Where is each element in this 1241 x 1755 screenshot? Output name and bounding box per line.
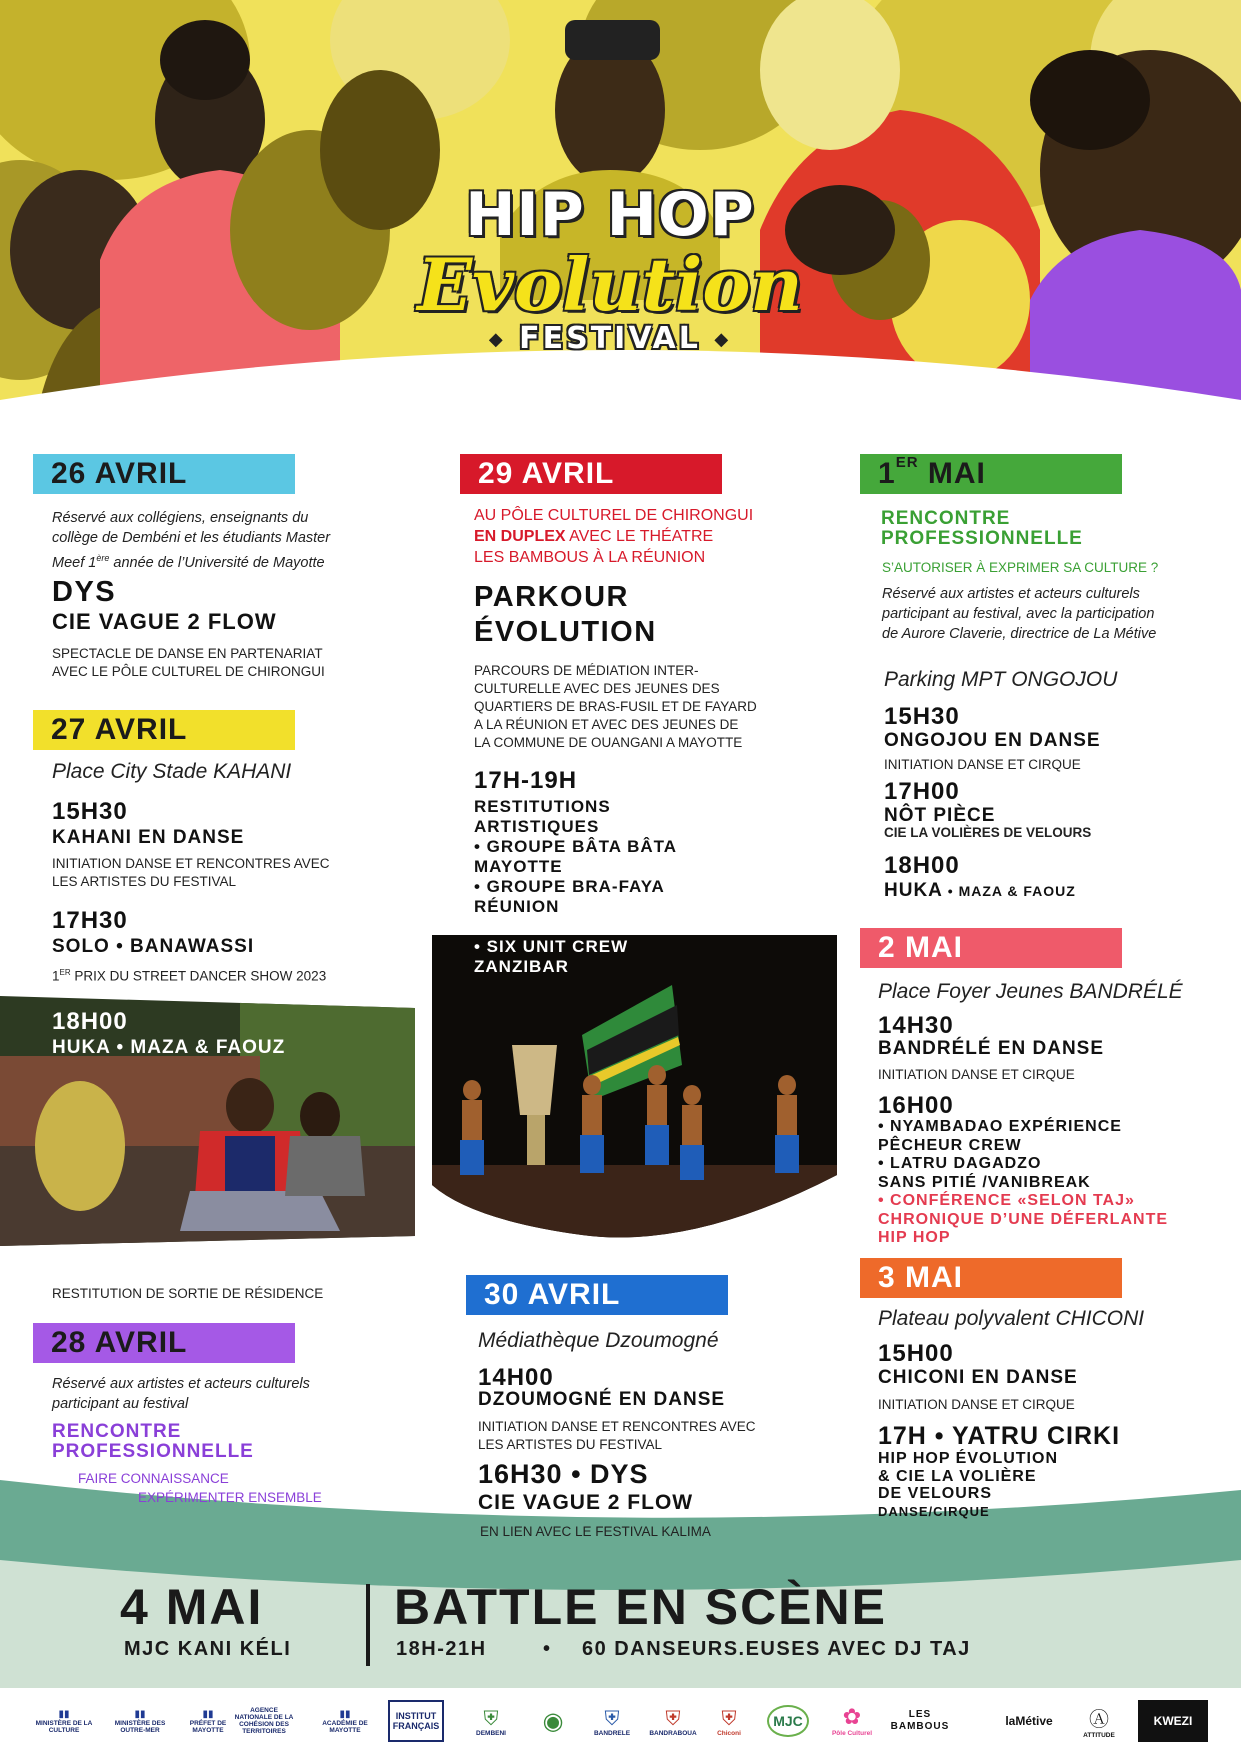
battle-venue: MJC KANI KÉLI <box>124 1638 292 1660</box>
act-not-piece: NÔT PIÈCE <box>884 805 996 826</box>
act-part: • MAZA & FAOUZ <box>942 883 1076 899</box>
note-part: Meef 1 <box>52 554 97 571</box>
logo-les-bambous <box>890 1700 950 1742</box>
battle-divider <box>366 1584 370 1666</box>
logo-chiconi <box>712 1700 746 1742</box>
time-14h30: 14H30 <box>878 1012 954 1039</box>
sub-faire-connaissance: FAIRE CONNAISSANCE <box>78 1471 229 1486</box>
date-29-avril: 29 AVRIL <box>460 454 722 494</box>
logo-prefet-mayotte <box>188 1700 228 1742</box>
restitutions-list-cont <box>474 937 628 977</box>
crest-icon: ⛨ <box>721 1705 737 1730</box>
desc-parkour <box>474 662 757 752</box>
venue-part: AVEC LE THÉATRE <box>565 528 714 545</box>
desc-dzoumogne <box>478 1418 756 1454</box>
act-kahani-en-danse: KAHANI EN DANSE <box>52 827 245 848</box>
list-item: HIP HOP <box>878 1229 951 1246</box>
list-item: MAYOTTE <box>474 857 563 876</box>
logo-institut-francais <box>388 1700 444 1742</box>
desc-bandrele: INITIATION DANSE ET CIRQUE <box>878 1067 1075 1082</box>
desc-26 <box>52 645 325 681</box>
battle-separator: • <box>543 1638 552 1660</box>
restitutions-list <box>474 797 677 917</box>
list-item: RESTITUTIONS <box>474 797 611 816</box>
list-item: HIP HOP ÉVOLUTION <box>878 1450 1058 1467</box>
location-chiconi: Plateau polyvalent CHICONI <box>878 1307 1145 1330</box>
logo-text: AGENCE NATIONALE DE LA COHÉSION DES TERRITOIRES <box>234 1707 294 1735</box>
date-part: 1 <box>878 457 896 490</box>
time-17h-yatru: 17H • YATRU CIRKI <box>878 1422 1121 1450</box>
date-28-avril: 28 AVRIL <box>33 1323 295 1363</box>
venue-duplex <box>474 505 753 568</box>
partner-logos <box>0 1688 1241 1755</box>
note-part: année de l’Université de Mayotte <box>109 554 325 571</box>
desc-line: A LA RÉUNION ET AVEC DES JEUNES DE <box>474 717 739 732</box>
logo-ministere-outremer <box>110 1700 170 1742</box>
logo-dembeni <box>474 1700 508 1742</box>
question-culture: S’AUTORISER À EXPRIMER SA CULTURE ? <box>882 560 1159 575</box>
act-cie-vague: CIE VAGUE 2 FLOW <box>478 1491 694 1514</box>
list-item: • GROUPE BÂTA BÂTA <box>474 837 678 856</box>
date-26-avril: 26 AVRIL <box>33 454 295 494</box>
program-3mai <box>878 1450 1058 1520</box>
logo-festival-label: FESTIVAL <box>519 321 701 356</box>
title-parkour <box>474 580 657 650</box>
time-18h00-left: 18H00 <box>52 1008 128 1035</box>
logo-anct <box>232 1700 296 1742</box>
list-item: • GROUPE BRA-FAYA <box>474 877 665 896</box>
act-huka-right <box>884 881 1076 901</box>
desc-solo <box>52 964 326 986</box>
logo-text: LES BAMBOUS <box>890 1709 950 1732</box>
head-rencontre-1mai <box>881 509 1083 549</box>
logo-text: MINISTÈRE DE LA CULTURE <box>35 1719 93 1734</box>
time-17h30: 17H30 <box>52 907 128 934</box>
desc-chiconi: INITIATION DANSE ET CIRQUE <box>878 1397 1075 1412</box>
desc-ongojou: INITIATION DANSE ET CIRQUE <box>884 757 1081 772</box>
desc-part: 1 <box>52 968 60 984</box>
logo-text: Pôle Culturel <box>831 1730 873 1737</box>
head-line: PROFESSIONNELLE <box>52 1441 254 1462</box>
date-3-mai: 3 MAI <box>860 1258 1122 1298</box>
logo-academie-mayotte <box>316 1700 374 1742</box>
crest-icon: ⛨ <box>665 1705 681 1730</box>
diamond-icon: ◆ <box>488 329 506 350</box>
act-chiconi-en-danse: CHICONI EN DANSE <box>878 1367 1078 1388</box>
list-item: ZANZIBAR <box>474 957 569 976</box>
logo-text: BANDRABOUA <box>649 1729 697 1737</box>
list-item: • NYAMBADAO EXPÉRIENCE <box>878 1118 1122 1135</box>
time-16h00: 16H00 <box>878 1092 954 1119</box>
logo-pole-culturel <box>830 1700 874 1742</box>
time-14h00: 14H00 <box>478 1364 554 1391</box>
venue-bold: EN DUPLEX <box>474 528 566 545</box>
venue-line <box>474 526 753 547</box>
logo-evolution-text: Evolution <box>417 242 803 327</box>
festival-banner <box>0 0 1241 470</box>
logo-text: ACADÉMIE DE MAYOTTE <box>322 1719 368 1734</box>
desc-voliere: CIE LA VOLIÈRES DE VELOURS <box>884 825 1092 840</box>
flag-icon: ▮▮ <box>202 1708 214 1720</box>
desc-line: CULTURELLE AVEC DES JEUNES DES <box>474 681 720 696</box>
note-line <box>52 548 372 573</box>
program-2mai <box>878 1118 1168 1248</box>
list-item: • CONFÉRENCE «SELON TAJ» <box>878 1192 1135 1209</box>
attitude-icon: Ⓐ <box>1089 1707 1109 1731</box>
note-line: Réservé aux artistes et acteurs culturels <box>882 586 1140 602</box>
desc-line: LES ARTISTES DU FESTIVAL <box>478 1437 663 1452</box>
act-dzoumogne-en-danse: DZOUMOGNÉ EN DANSE <box>478 1389 726 1410</box>
location-dzoumogne: Médiathèque Dzoumogné <box>478 1329 719 1352</box>
time-15h30: 15H30 <box>52 798 128 825</box>
note-line: collège de Dembéni et les étudiants Master <box>52 530 331 546</box>
head-rencontre-28 <box>52 1422 254 1462</box>
desc-line: LES ARTISTES DU FESTIVAL <box>52 874 237 889</box>
logo-kwezi <box>1138 1700 1208 1742</box>
diamond-icon: ◆ <box>714 329 732 350</box>
date-1er-mai <box>860 454 1122 494</box>
desc-line: QUARTIERS DE BRAS-FUSIL ET DE FAYARD <box>474 699 757 714</box>
time-18h00-right: 18H00 <box>884 852 960 879</box>
time-17h-19h: 17H-19H <box>474 767 578 794</box>
title-line: ÉVOLUTION <box>474 616 657 648</box>
location-kahani: Place City Stade KAHANI <box>52 760 292 783</box>
photo-illustration <box>432 935 837 1240</box>
act-part: HUKA <box>884 880 943 901</box>
desc-line: INITIATION DANSE ET RENCONTRES AVEC <box>52 856 330 871</box>
company-vague2flow: CIE VAGUE 2 FLOW <box>52 609 277 634</box>
sub-experimenter: EXPÉRIMENTER ENSEMBLE <box>138 1490 322 1505</box>
venue-line: LES BAMBOUS À LA RÉUNION <box>474 549 706 566</box>
flag-icon: ▮▮ <box>134 1708 146 1720</box>
photo-six-unit-crew <box>432 935 837 1240</box>
flag-icon: ▮▮ <box>58 1708 70 1720</box>
venue-line: AU PÔLE CULTUREL DE CHIRONGUI <box>474 507 754 524</box>
battle-date: 4 MAI <box>120 1579 264 1635</box>
note-28 <box>52 1374 382 1414</box>
desc-line: SPECTACLE DE DANSE EN PARTENARIAT <box>52 646 323 661</box>
desc-kalima: EN LIEN AVEC LE FESTIVAL KALIMA <box>480 1524 711 1539</box>
date-part: MAI <box>918 457 986 490</box>
list-item: • LATRU DAGADZO <box>878 1155 1042 1172</box>
list-item: PÊCHEUR CREW <box>878 1136 1022 1154</box>
logo-text: MINISTÈRE DES OUTRE-MER <box>114 1719 166 1734</box>
date-2-mai: 2 MAI <box>860 928 1122 968</box>
logo-mjc <box>766 1700 810 1742</box>
note-line: Réservé aux artistes et acteurs culturels <box>52 1376 310 1392</box>
list-item: SANS PITIÉ /VANIBREAK <box>878 1173 1091 1191</box>
logo-text: laMétive <box>1005 1714 1053 1728</box>
desc-line: LA COMMUNE DE OUANGANI A MAYOTTE <box>474 735 743 750</box>
logo-bandrele <box>592 1700 632 1742</box>
flag-icon: ▮▮ <box>339 1708 351 1720</box>
note-line: Réservé aux collégiens, enseignants du <box>52 510 309 526</box>
head-line: PROFESSIONNELLE <box>881 528 1083 549</box>
note-1mai <box>882 584 1222 644</box>
logo-text: DEMBENI <box>476 1729 506 1737</box>
seal-icon: ◉ <box>542 1707 564 1735</box>
desc-line: INITIATION DANSE ET RENCONTRES AVEC <box>478 1419 756 1434</box>
desc-part: PRIX DU STREET DANCER SHOW 2023 <box>70 968 327 984</box>
time-16h30-dys: 16H30 • DYS <box>478 1459 649 1489</box>
show-dys: DYS <box>52 576 117 608</box>
logo-text: Chiconi <box>717 1729 741 1737</box>
list-item: RÉUNION <box>474 897 560 916</box>
head-line: RENCONTRE <box>881 508 1011 529</box>
logo-text: MJC <box>767 1705 809 1737</box>
logo-ministere-culture <box>34 1700 94 1742</box>
desc-sup: ER <box>59 968 71 977</box>
list-item: DE VELOURS <box>878 1485 993 1502</box>
note-sup: ère <box>96 553 110 563</box>
logo-la-metive <box>996 1700 1062 1742</box>
logo-mairie <box>536 1700 570 1742</box>
festival-logo <box>390 180 830 356</box>
date-sup: ER <box>895 454 919 471</box>
act-bandrele-en-danse: BANDRÉLÉ EN DANSE <box>878 1038 1105 1059</box>
logo-festival-text <box>489 321 731 356</box>
head-line: RENCONTRE <box>52 1421 182 1442</box>
list-item: & CIE LA VOLIÈRE <box>878 1467 1037 1485</box>
crest-icon: ⛨ <box>604 1705 620 1730</box>
desc-kahani <box>52 855 330 891</box>
date-27-avril: 27 AVRIL <box>33 710 295 750</box>
desc-line: PARCOURS DE MÉDIATION INTER- <box>474 663 699 678</box>
desc-restitution: RESTITUTION DE SORTIE DE RÉSIDENCE <box>52 1286 324 1301</box>
logo-text: INSTITUT FRANÇAIS <box>392 1711 440 1731</box>
list-item: CHRONIQUE D’UNE DÉFERLANTE <box>878 1210 1169 1228</box>
list-item: DANSE/CIRQUE <box>878 1503 990 1519</box>
act-ongojou-en-danse: ONGOJOU EN DANSE <box>884 730 1101 751</box>
logo-attitude <box>1082 1700 1116 1742</box>
act-huka-left: HUKA • MAZA & FAOUZ <box>52 1037 286 1058</box>
logo-text: BANDRELE <box>593 1729 631 1737</box>
logo-hiphop-text: HIP HOP <box>465 180 755 250</box>
desc-line: AVEC LE PÔLE CULTUREL DE CHIRONGUI <box>52 664 325 679</box>
battle-hours: 18H-21H <box>396 1638 487 1660</box>
crest-icon: ⛨ <box>483 1705 499 1730</box>
title-line: PARKOUR <box>474 581 629 613</box>
location-bandrele: Place Foyer Jeunes BANDRÉLÉ <box>878 980 1183 1003</box>
logo-bandraboua <box>648 1700 698 1742</box>
location-ongojou: Parking MPT ONGOJOU <box>884 668 1118 691</box>
logo-text: ATTITUDE <box>1083 1732 1115 1739</box>
battle-detail: 60 DANSEURS.EUSES AVEC DJ TAJ <box>582 1638 971 1660</box>
battle-title: BATTLE EN SCÈNE <box>394 1579 887 1635</box>
note-line: de Aurore Claverie, directrice de La Métive <box>882 626 1157 642</box>
time-15h00: 15H00 <box>878 1340 954 1367</box>
time-15h30-ongojou: 15H30 <box>884 703 960 730</box>
note-line: participant au festival <box>52 1396 189 1412</box>
act-solo-banawassi: SOLO • BANAWASSI <box>52 936 255 957</box>
list-item: ARTISTIQUES <box>474 817 600 836</box>
flower-icon: ✿ <box>842 1705 862 1730</box>
list-item: • SIX UNIT CREW <box>474 937 629 956</box>
logo-text: PRÉFET DE MAYOTTE <box>189 1719 227 1734</box>
time-17h00: 17H00 <box>884 778 960 805</box>
note-26 <box>52 508 372 573</box>
date-30-avril: 30 AVRIL <box>466 1275 728 1315</box>
logo-text: KWEZI <box>1153 1714 1193 1728</box>
note-line: participant au festival, avec la participation <box>882 606 1155 622</box>
